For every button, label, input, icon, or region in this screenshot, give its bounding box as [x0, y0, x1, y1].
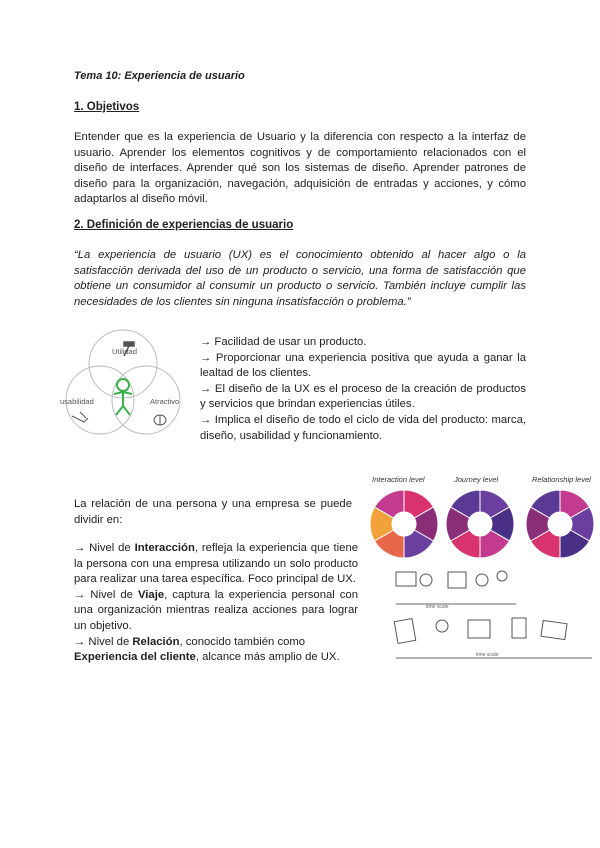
wheel-center: [549, 513, 571, 535]
person-sketch: [420, 574, 432, 586]
laptop-sketch: [396, 572, 416, 586]
level-wheel: [446, 490, 514, 558]
timeline-long-label: time scale: [476, 652, 499, 658]
relationship-sketch-row: [394, 618, 567, 643]
relation-intro: La relación de una persona y una empresa se puede dividir en:: [74, 498, 352, 526]
bullet-item: → Implica el diseño de todo el ciclo de vida del producto: marca, diseño, usabilidad y funcionamiento.: [200, 413, 526, 442]
level-viaje: → Nivel de Viaje, captura la experiencia personal con una organización mientras realiza acciones para lograr un objetivo.: [74, 588, 358, 632]
level-wheel: [370, 490, 438, 558]
ux-venn-diagram: [58, 322, 188, 444]
venn-label-atractivo: Atractivo: [150, 397, 180, 406]
document-sketch: [448, 572, 466, 588]
ux-levels-illustration: [366, 472, 600, 664]
paper-sketch: [394, 619, 416, 644]
wheel-center: [393, 513, 415, 535]
mailbox-sketch: [497, 571, 507, 581]
objectives-paragraph: Entender que es la experiencia de Usuario y la diferencia con respecto a la interfaz de usuario. Aprender los elementos cognitivos y de comportamiento relacionados con el diseño de interfaces. Aprender qué son los sistemas de diseño. Aprender patrones de diseño para la organización, navegación, adquisición de entradas y acciones, y cómo adaptarlos al diseño móvil.: [74, 131, 526, 206]
pointer-hand-icon: [72, 412, 88, 422]
level-wheel: [526, 490, 594, 558]
wheel-center: [469, 513, 491, 535]
timeline-short-label: time scale: [426, 604, 449, 610]
section-1-heading: 1. Objetivos: [74, 101, 140, 113]
person-sketch: [436, 620, 448, 632]
bullet-item: → Facilidad de usar un producto.: [200, 336, 367, 348]
document-title: Tema 10: Experiencia de usuario: [74, 70, 245, 82]
person-sketch: [476, 574, 488, 586]
venn-label-utilidad: Utilidad: [112, 347, 138, 356]
wheel-label-journey: Journey level: [454, 475, 499, 484]
laptop-sketch: [468, 620, 490, 638]
phone-sketch: [512, 618, 526, 638]
level-relacion: → Nivel de Relación, conocido también como Experiencia del cliente, alcance más amplio de UX.: [74, 635, 340, 664]
wheel-label-interaction: Interaction level: [372, 475, 425, 484]
level-interaccion: → Nivel de Interacción, refleja la experiencia que tiene la persona con una empresa utilizando un solo producto para realizar una tarea específica. Foco principal de UX.: [74, 542, 359, 586]
wheel-label-relationship: Relationship level: [532, 475, 591, 484]
utilidad-circle: [89, 330, 157, 398]
journey-sketch-row: [396, 571, 507, 588]
ux-definition-quote: “La experiencia de usuario (UX) es el conocimiento obtenido al hacer algo o la satisfacción derivada del uso de un producto o servicio, una forma de satisfacción que obtiene un consumidor al consumir un producto o servicio. También incluye cumplir las necesidades de los clientes sin ninguna insatisfacción o problema.”: [74, 249, 526, 308]
ux-levels-list: [74, 541, 358, 666]
section-2-heading: 2. Definición de experiencias de usuario: [74, 219, 294, 231]
brain-icon: [154, 415, 166, 425]
bullet-item: → Proporcionar una experiencia positiva que ayuda a ganar la lealtad de los clientes.: [200, 351, 526, 380]
bullet-item: → El diseño de la UX es el proceso de la creación de productos y servicios que brindan experiencias útiles.: [200, 382, 526, 411]
venn-label-usabilidad: usabilidad: [60, 397, 94, 406]
ux-bullets: [200, 335, 526, 444]
card-sketch: [541, 620, 567, 639]
